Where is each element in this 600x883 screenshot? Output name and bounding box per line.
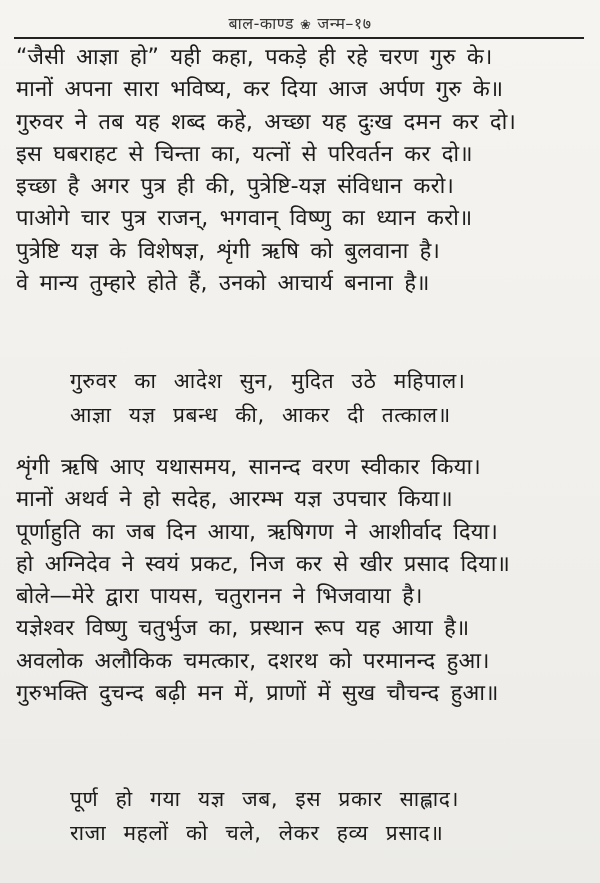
- verse-line: मानों अथर्व ने हो सदेह, आरम्भ यज्ञ उपचार किया॥: [16, 487, 453, 513]
- header-section-title: बाल-काण्ड: [228, 14, 294, 33]
- doha-couplet-1: [70, 364, 570, 432]
- verse-line: इच्छा है अगर पुत्र ही की, पुत्रेष्टि-यज्ञ संविधान करो।: [16, 174, 455, 200]
- verse-line: गुरुभक्ति दुचन्द बढ़ी मन में, प्राणों में सुख चौचन्द हुआ॥: [16, 681, 499, 707]
- flower-ornament-icon: ❀: [299, 18, 312, 33]
- running-header: [0, 12, 600, 34]
- verse-line: यज्ञेश्वर विष्णु चतुर्भुज का, प्रस्थान रूप यह आया है॥: [16, 616, 470, 642]
- chaupai-stanza-1: [16, 42, 586, 300]
- verse-line: पूर्णाहुति का जब दिन आया, ऋषिगण ने आशीर्वाद दिया।: [16, 519, 498, 545]
- verse-line: हो अग्निदेव ने स्वयं प्रकट, निज कर से खीर प्रसाद दिया॥: [16, 551, 511, 577]
- doha-couplet-2: [70, 782, 570, 850]
- verse-line: इस घबराहट से चिन्ता का, यत्नों से परिवर्तन कर दो॥: [16, 141, 473, 167]
- verse-line: गुरुवर ने तब यह शब्द कहे, अच्छा यह दुःख दमन कर दो।: [16, 109, 517, 135]
- verse-line: अवलोक अलौकिक चमत्कार, दशरथ को परमानन्द हुआ।: [16, 648, 490, 674]
- verse-line: बोले—मेरे द्वारा पायस, चतुरानन ने भिजवाया है।: [16, 584, 423, 610]
- header-chapter-page: जन्म–१७: [317, 14, 372, 33]
- doha-line: राजा महलों को चले, लेकर हव्य प्रसाद॥: [70, 821, 444, 845]
- verse-line: पाओगे चार पुत्र राजन्, भगवान् विष्णु का ध्यान करो॥: [16, 206, 473, 232]
- verse-line: वे मान्य तुम्हारे होते हैं, उनको आचार्य बनाना है॥: [16, 271, 430, 297]
- doha-line: आज्ञा यज्ञ प्रबन्ध की, आकर दी तत्काल॥: [70, 403, 451, 427]
- verse-line: “जैसी आज्ञा हो” यही कहा, पकड़े ही रहे चरण गुरु के।: [16, 45, 493, 70]
- doha-line: गुरुवर का आदेश सुन, मुदित उठे महिपाल।: [70, 369, 466, 393]
- verse-line: पुत्रेष्टि यज्ञ के विशेषज्ञ, शृंगी ऋषि को बुलवाना है।: [16, 238, 441, 264]
- header-rule: [14, 37, 584, 39]
- verse-line: शृंगी ऋषि आए यथासमय, सानन्द वरण स्वीकार किया।: [16, 455, 481, 480]
- verse-line: मानों अपना सारा भविष्य, कर दिया आज अर्पण गुरु के॥: [16, 77, 504, 103]
- doha-line: पूर्ण हो गया यज्ञ जब, इस प्रकार साह्लाद।: [70, 787, 460, 811]
- chaupai-stanza-2: [16, 452, 586, 710]
